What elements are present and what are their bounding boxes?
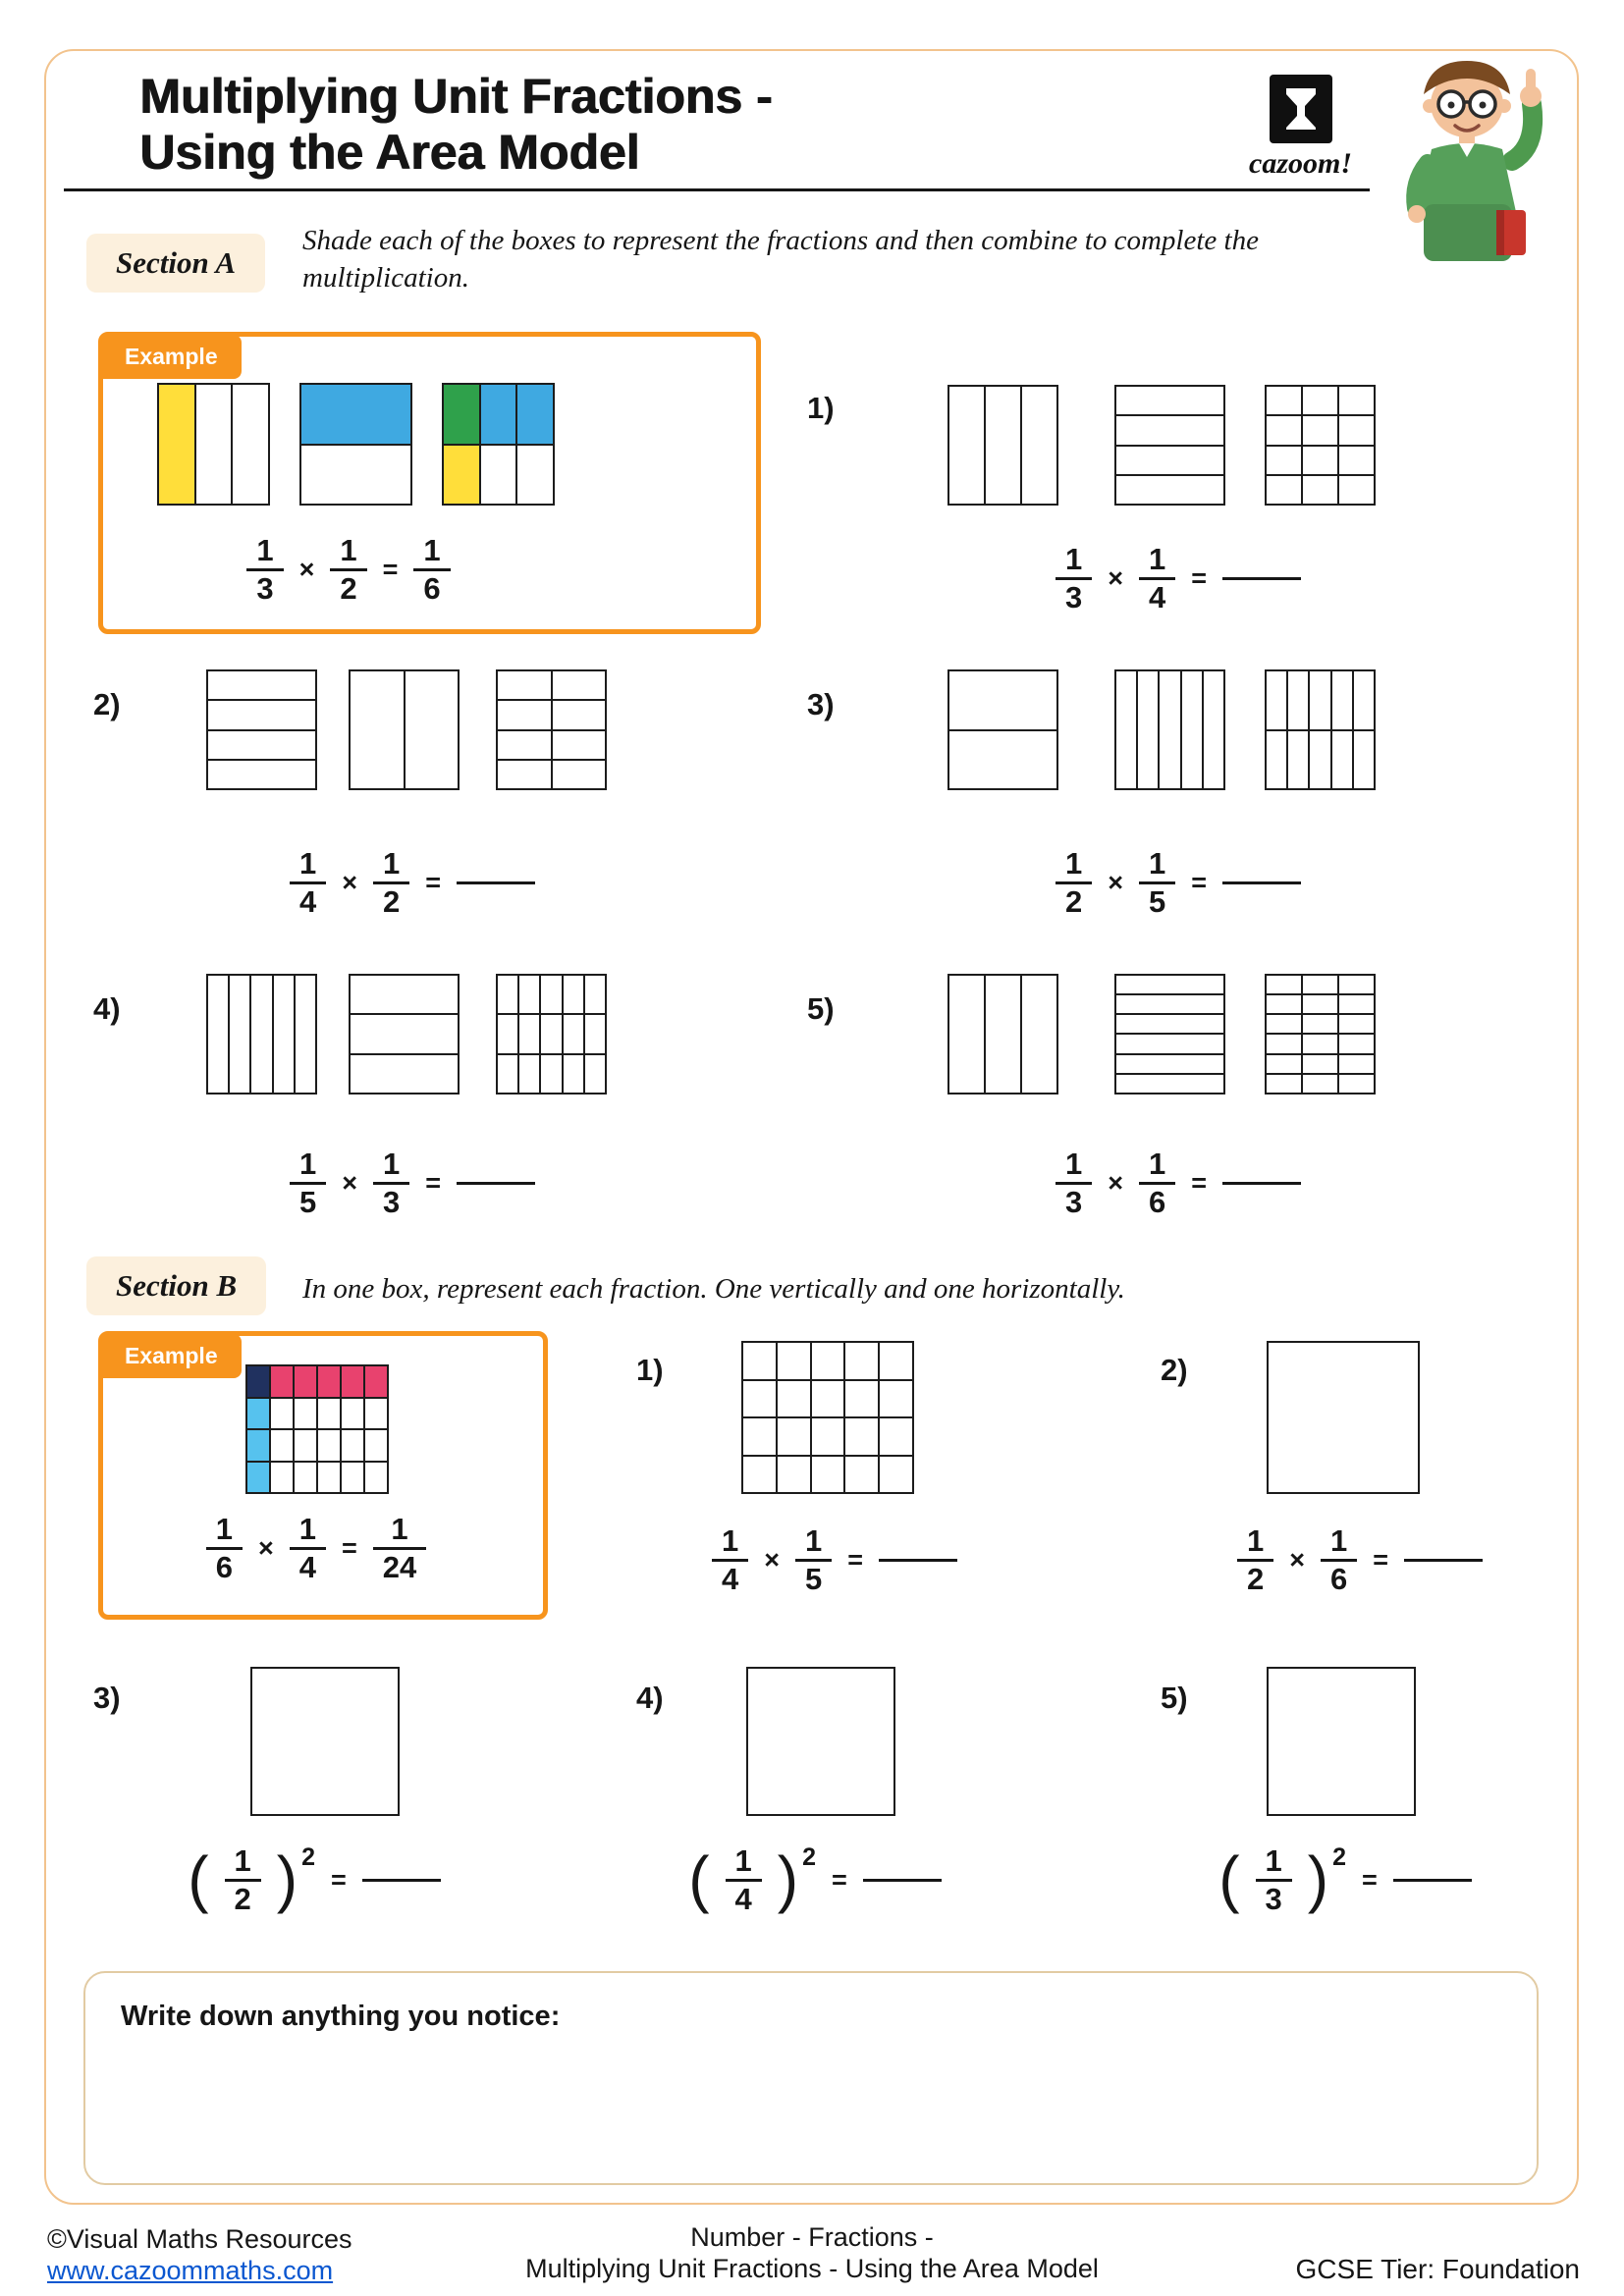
grid-cell [986, 387, 1020, 504]
problem-b4-box [746, 1667, 895, 1816]
grid-cell [1339, 976, 1374, 993]
grid-cell [519, 976, 539, 1013]
problem-a4-equation [236, 1147, 589, 1219]
grid-cell [812, 1381, 844, 1417]
paren: ( [688, 1843, 710, 1915]
grid-cell [1116, 1055, 1223, 1073]
grid-cell [1267, 731, 1286, 789]
grid-cell [778, 1457, 810, 1493]
operator: = [1191, 1167, 1208, 1198]
grid-cell [1116, 995, 1223, 1013]
footer-website-link[interactable]: www.cazoommaths.com [47, 2256, 334, 2285]
operator: = [425, 1167, 442, 1198]
grid-cell [1339, 995, 1374, 1013]
grid-cell [251, 976, 271, 1093]
grid-cell [342, 1430, 363, 1461]
grid-cell [1288, 731, 1308, 789]
operator: × [1289, 1544, 1305, 1575]
operator: = [331, 1864, 347, 1895]
section-b-instruction: In one box, represent each fraction. One vertically and one horizontally. [302, 1273, 1125, 1305]
grid-cell [880, 1457, 912, 1493]
fraction: $\frac{1}{3}$ [1056, 542, 1092, 614]
problem-a3-grid-3 [1265, 669, 1376, 790]
grid-cell [1116, 1015, 1223, 1033]
grid-cell [585, 1055, 605, 1093]
grid-cell [778, 1343, 810, 1379]
grid-cell [1303, 447, 1337, 474]
paren: ) [777, 1843, 799, 1915]
fraction: $\frac{1}{2}$ [373, 846, 409, 919]
problem-a2-grid-1 [206, 669, 317, 790]
grid-cell [318, 1463, 340, 1493]
grid-cell [1339, 1075, 1374, 1093]
grid-cell [498, 701, 551, 728]
problem-b2-equation [1164, 1523, 1556, 1596]
grid-cell [498, 671, 551, 699]
grid-cell [295, 1366, 316, 1397]
grid-cell [271, 1463, 293, 1493]
fraction: $\frac{1}{3}$ [373, 1147, 409, 1219]
grid-cell [233, 385, 268, 504]
problem-b2-box [1267, 1341, 1420, 1494]
example-tab-b: Example [101, 1334, 242, 1378]
problem-a1-grid-3 [1265, 385, 1376, 506]
operator: × [764, 1544, 780, 1575]
grid-cell [517, 385, 553, 444]
section-b-label: Section B [86, 1256, 266, 1315]
example-b-grid [245, 1364, 389, 1494]
problem-b3-number: 3) [93, 1681, 121, 1715]
problem-a2-equation [236, 846, 589, 919]
grid-cell [812, 1457, 844, 1493]
paren: ( [1218, 1843, 1240, 1915]
problem-a1-grid-2 [1114, 385, 1225, 506]
grid-cell [365, 1463, 387, 1493]
fraction: $\frac{1}{24}$ [373, 1512, 426, 1584]
grid-cell [208, 761, 315, 788]
grid-cell [351, 1015, 458, 1052]
grid-cell [1332, 671, 1352, 729]
answer-blank [879, 1559, 957, 1562]
grid-cell [564, 976, 583, 1013]
grid-cell [1116, 476, 1223, 504]
example-a-grid-second-fraction [299, 383, 412, 506]
grid-cell [351, 976, 458, 1013]
operator: = [382, 554, 399, 584]
grid-cell [295, 1430, 316, 1461]
problem-b1-number: 1) [636, 1353, 664, 1387]
operator: × [298, 554, 315, 584]
grid-cell [845, 1381, 878, 1417]
grid-cell [1303, 476, 1337, 504]
grid-cell [406, 671, 459, 788]
fraction: $\frac{1}{4}$ [712, 1523, 748, 1596]
operator: = [1373, 1544, 1389, 1575]
grid-cell [1339, 1055, 1374, 1073]
grid-cell [553, 701, 606, 728]
example-a-grid-combined [442, 383, 555, 506]
fraction: $\frac{1}{5}$ [795, 1523, 832, 1596]
grid-cell [812, 1343, 844, 1379]
answer-blank [457, 1182, 535, 1185]
example-b-equation [110, 1512, 522, 1584]
hourglass-icon [1282, 86, 1320, 132]
grid-cell [778, 1418, 810, 1455]
operator: = [425, 867, 442, 897]
grid-cell [1267, 671, 1286, 729]
grid-cell [585, 1015, 605, 1052]
paren: ) [276, 1843, 298, 1915]
grid-cell [247, 1366, 269, 1397]
footer-tier: GCSE Tier: Foundation [1295, 2254, 1580, 2284]
grid-cell [880, 1381, 912, 1417]
operator: × [1108, 562, 1123, 593]
example-a-grid-first-fraction [157, 383, 270, 506]
problem-b1-equation [638, 1523, 1031, 1596]
grid-cell [949, 387, 984, 504]
page-title-line2: Using the Area Model [139, 125, 640, 180]
grid-cell [517, 446, 553, 505]
problem-b5-box [1267, 1667, 1416, 1816]
grid-cell [301, 385, 410, 444]
grid-cell [498, 731, 551, 759]
fraction: $\frac{1}{3}$ [1256, 1843, 1292, 1916]
grid-cell [1267, 1035, 1301, 1052]
grid-cell [247, 1430, 269, 1461]
fraction: $\frac{1}{2}$ [225, 1843, 261, 1916]
grid-cell [208, 671, 315, 699]
grid-cell [1116, 387, 1223, 414]
problem-a1-equation [1001, 542, 1355, 614]
problem-a3-grid-2 [1114, 669, 1225, 790]
footer-topic-line1: Number - Fractions - [690, 2222, 934, 2252]
answer-blank [1222, 881, 1301, 884]
grid-cell [208, 701, 315, 728]
fraction: $\frac{1}{5}$ [290, 1147, 326, 1219]
grid-cell [1339, 387, 1374, 414]
grid-cell [1303, 1055, 1337, 1073]
grid-cell [1267, 447, 1301, 474]
grid-cell [880, 1418, 912, 1455]
grid-cell [1267, 1055, 1301, 1073]
grid-cell [295, 1399, 316, 1429]
grid-cell [1339, 416, 1374, 444]
grid-cell [247, 1463, 269, 1493]
grid-cell [318, 1430, 340, 1461]
problem-b4-equation [619, 1843, 1011, 1916]
operator: = [1191, 562, 1208, 593]
page-title [139, 69, 772, 181]
operator: = [1191, 867, 1208, 897]
grid-cell [553, 761, 606, 788]
operator: × [1108, 867, 1123, 897]
grid-cell [564, 1055, 583, 1093]
problem-a2-number: 2) [93, 687, 121, 721]
grid-cell [498, 976, 517, 1013]
fraction: $\frac{1}{3}$ [246, 533, 283, 606]
grid-cell [196, 385, 232, 504]
problem-a5-grid-3 [1265, 974, 1376, 1095]
grid-cell [541, 1055, 561, 1093]
grid-cell [444, 385, 479, 444]
problem-b3-box [250, 1667, 400, 1816]
cazoom-logo-text: cazoom! [1249, 147, 1352, 180]
operator: × [1108, 1167, 1123, 1198]
grid-cell [564, 1015, 583, 1052]
grid-cell [812, 1418, 844, 1455]
grid-cell [1267, 416, 1301, 444]
problem-b2-number: 2) [1161, 1353, 1188, 1387]
grid-cell [301, 446, 410, 505]
problem-a3-equation [1001, 846, 1355, 919]
operator: = [832, 1864, 847, 1895]
answer-blank [362, 1879, 441, 1882]
grid-cell [845, 1457, 878, 1493]
grid-cell [365, 1366, 387, 1397]
grid-cell [1339, 447, 1374, 474]
grid-cell [1116, 1075, 1223, 1093]
grid-cell [1267, 976, 1301, 993]
problem-b5-number: 5) [1161, 1681, 1188, 1715]
grid-cell [743, 1343, 776, 1379]
answer-blank [1404, 1559, 1483, 1562]
grid-cell [519, 1055, 539, 1093]
grid-cell [880, 1343, 912, 1379]
teacher-illustration [1373, 43, 1559, 291]
operator: = [342, 1532, 357, 1563]
grid-cell [1022, 976, 1056, 1093]
problem-a5-grid-2 [1114, 974, 1225, 1095]
problem-a5-grid-1 [947, 974, 1058, 1095]
answer-blank [1393, 1879, 1472, 1882]
grid-cell [541, 1015, 561, 1052]
example-tab-a: Example [101, 335, 242, 379]
header-divider [64, 188, 1370, 191]
problem-a3-number: 3) [807, 687, 835, 721]
grid-cell [519, 1015, 539, 1052]
grid-cell [986, 976, 1020, 1093]
problem-a4-number: 4) [93, 991, 121, 1026]
grid-cell [1303, 387, 1337, 414]
grid-cell [541, 976, 561, 1013]
grid-cell [1339, 476, 1374, 504]
fraction: $\frac{1}{3}$ [1056, 1147, 1092, 1219]
fraction: $\frac{1}{2}$ [330, 533, 366, 606]
fraction: $\frac{1}{4}$ [1139, 542, 1175, 614]
grid-cell [1138, 671, 1158, 788]
grid-cell [1288, 671, 1308, 729]
notice-label: Write down anything you notice: [121, 2001, 561, 2032]
grid-cell [271, 1399, 293, 1429]
fraction: $\frac{1}{6}$ [413, 533, 450, 606]
grid-cell [1339, 1015, 1374, 1033]
problem-b4-number: 4) [636, 1681, 664, 1715]
operator: × [342, 1167, 357, 1198]
problem-a2-grid-2 [349, 669, 460, 790]
answer-blank [1222, 1182, 1301, 1185]
footer-topic-line2: Multiplying Unit Fractions - Using the Area Model [525, 2254, 1099, 2283]
problem-a1-number: 1) [807, 391, 835, 425]
fraction: $\frac{1}{6}$ [1321, 1523, 1357, 1596]
grid-cell [1116, 447, 1223, 474]
fraction: $\frac{1}{2}$ [1056, 846, 1092, 919]
grid-cell [553, 671, 606, 699]
grid-cell [1160, 671, 1179, 788]
grid-cell [1310, 731, 1329, 789]
grid-cell [1303, 1015, 1337, 1033]
notice-box [83, 1971, 1539, 2185]
grid-cell [296, 976, 315, 1093]
grid-cell [1267, 995, 1301, 1013]
grid-cell [1116, 976, 1223, 993]
fraction: $\frac{1}{4}$ [726, 1843, 762, 1916]
grid-cell [351, 671, 404, 788]
grid-cell [743, 1418, 776, 1455]
grid-cell [481, 446, 516, 505]
grid-cell [230, 976, 249, 1093]
grid-cell [553, 731, 606, 759]
paren: ( [188, 1843, 209, 1915]
problem-a4-grid-1 [206, 974, 317, 1095]
grid-cell [743, 1381, 776, 1417]
grid-cell [208, 731, 315, 759]
grid-cell [1267, 387, 1301, 414]
grid-cell [1303, 1075, 1337, 1093]
cazoom-logo-icon [1270, 75, 1332, 143]
grid-cell [342, 1399, 363, 1429]
operator: = [1362, 1864, 1378, 1895]
fraction: $\frac{1}{4}$ [290, 1512, 326, 1584]
grid-cell [365, 1430, 387, 1461]
problem-a4-grid-3 [496, 974, 607, 1095]
problem-b3-equation [118, 1843, 511, 1916]
grid-cell [498, 761, 551, 788]
grid-cell [1267, 1015, 1301, 1033]
exponent: 2 [802, 1843, 816, 1871]
grid-cell [1267, 1075, 1301, 1093]
grid-cell [208, 976, 228, 1093]
fraction: $\frac{1}{5}$ [1139, 846, 1175, 919]
grid-cell [743, 1457, 776, 1493]
problem-a5-number: 5) [807, 991, 835, 1026]
grid-cell [351, 1055, 458, 1093]
grid-cell [271, 1430, 293, 1461]
exponent: 2 [1332, 1843, 1346, 1871]
answer-blank [457, 881, 535, 884]
grid-cell [585, 976, 605, 1013]
grid-cell [1354, 731, 1374, 789]
grid-cell [1339, 1035, 1374, 1052]
problem-a2-grid-3 [496, 669, 607, 790]
grid-cell [498, 1015, 517, 1052]
grid-cell [778, 1381, 810, 1417]
grid-cell [1303, 976, 1337, 993]
grid-cell [1303, 1035, 1337, 1052]
grid-cell [444, 446, 479, 505]
grid-cell [1303, 995, 1337, 1013]
problem-a5-equation [1001, 1147, 1355, 1219]
fraction: $\frac{1}{2}$ [1237, 1523, 1273, 1596]
grid-cell [365, 1399, 387, 1429]
problem-b1-grid [741, 1341, 914, 1494]
example-a-equation [137, 533, 560, 606]
grid-cell [1267, 476, 1301, 504]
exponent: 2 [301, 1843, 315, 1871]
footer-copyright: ©Visual Maths Resources [47, 2224, 352, 2254]
grid-cell [342, 1463, 363, 1493]
section-a-label: Section A [86, 234, 265, 293]
grid-cell [342, 1366, 363, 1397]
grid-cell [318, 1366, 340, 1397]
operator: × [342, 867, 357, 897]
section-a-instruction: Shade each of the boxes to represent the fractions and then combine to complete the multiplication. [302, 225, 1259, 294]
grid-cell [159, 385, 194, 504]
grid-cell [1182, 671, 1202, 788]
grid-cell [845, 1418, 878, 1455]
grid-cell [1303, 416, 1337, 444]
grid-cell [1204, 671, 1223, 788]
page-title-line1: Multiplying Unit Fractions - [139, 69, 773, 124]
problem-a1-grid-1 [947, 385, 1058, 506]
grid-cell [1022, 387, 1056, 504]
grid-cell [1310, 671, 1329, 729]
grid-cell [295, 1463, 316, 1493]
grid-cell [481, 385, 516, 444]
grid-cell [1354, 671, 1374, 729]
problem-b5-equation [1149, 1843, 1542, 1916]
grid-cell [318, 1399, 340, 1429]
grid-cell [498, 1055, 517, 1093]
fraction: $\frac{1}{6}$ [1139, 1147, 1175, 1219]
grid-cell [1116, 416, 1223, 444]
paren: ) [1307, 1843, 1329, 1915]
operator: = [847, 1544, 864, 1575]
problem-a3-grid-1 [947, 669, 1058, 790]
grid-cell [845, 1343, 878, 1379]
grid-cell [247, 1399, 269, 1429]
grid-cell [1116, 1035, 1223, 1052]
grid-cell [274, 976, 294, 1093]
grid-cell [949, 671, 1056, 729]
grid-cell [1116, 671, 1136, 788]
problem-a4-grid-2 [349, 974, 460, 1095]
fraction: $\frac{1}{6}$ [206, 1512, 243, 1584]
cazoom-logo [1229, 75, 1372, 181]
grid-cell [949, 976, 984, 1093]
grid-cell [1332, 731, 1352, 789]
fraction: $\frac{1}{4}$ [290, 846, 326, 919]
grid-cell [949, 731, 1056, 789]
answer-blank [863, 1879, 942, 1882]
answer-blank [1222, 577, 1301, 580]
operator: × [257, 1532, 274, 1563]
grid-cell [271, 1366, 293, 1397]
